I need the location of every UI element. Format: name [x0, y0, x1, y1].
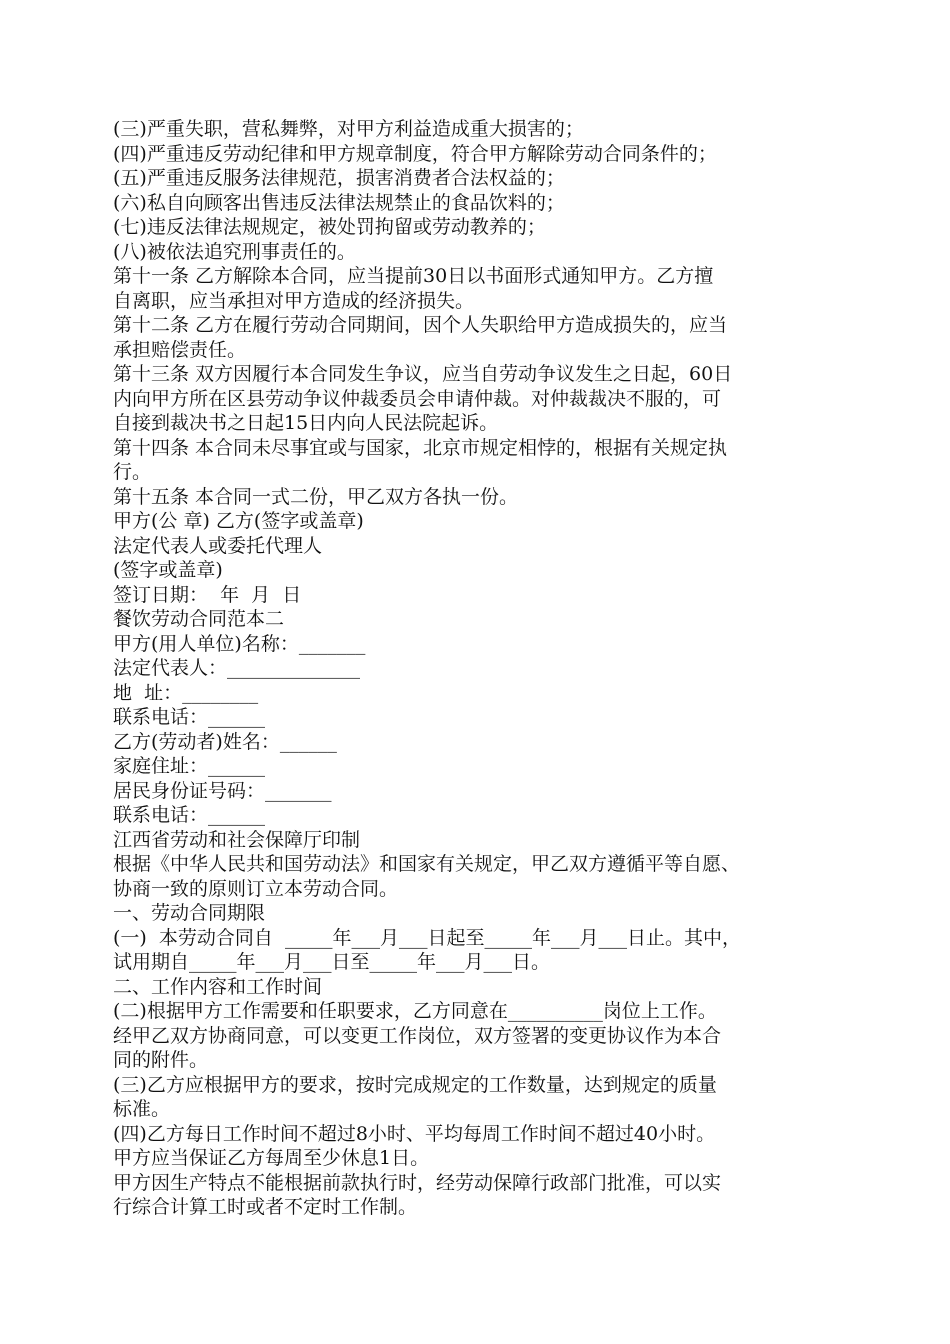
- hours-clause-line: 甲方因生产特点不能根据前款执行时，经劳动保障行政部门批准，可以实: [113, 1171, 722, 1194]
- work-clause-line: 标准。: [113, 1098, 171, 1120]
- hours-clause-line: 甲方应当保证乙方每周至少休息1日。: [113, 1147, 430, 1169]
- clause-line: (三)严重失职，营私舞弊，对甲方利益造成重大损害的；: [113, 118, 584, 140]
- hours-clause-line: 行综合计算工时或者不定时工作制。: [113, 1196, 418, 1218]
- article-13-line: 内向甲方所在区县劳动争议仲裁委员会申请仲裁。对仲裁裁决不服的，可: [113, 387, 722, 410]
- term-clause-line: (一) 本劳动合同自 _____年___月___日起至_____年___月___日止。其中，: [113, 926, 741, 949]
- form-field-phone: 联系电话：______: [113, 804, 266, 826]
- section-heading: 二、工作内容和工作时间: [113, 975, 323, 998]
- form-field-id-number: 居民身份证号码：_______: [113, 779, 332, 802]
- clause-line: (六)私自向顾客出售违反法律法规禁止的食品饮料的；: [113, 191, 565, 214]
- signature-seal-line: (签字或盖章): [113, 559, 223, 581]
- article-13-line: 第十三条 双方因履行本合同发生争议，应当自劳动争议发生之日起，60日: [113, 363, 733, 385]
- preamble-line: 根据《中华人民共和国劳动法》和国家有关规定，甲乙双方遵循平等自愿、: [113, 853, 741, 875]
- section-heading: 一、劳动合同期限: [113, 902, 266, 924]
- article-14-line: 第十四条 本合同未尽事宜或与国家，北京市规定相悖的，根据有关规定执: [113, 436, 728, 459]
- form-field-employer-name: 甲方(用人单位)名称：_______: [113, 632, 366, 655]
- signing-date-line: 签订日期： 年 月 日: [113, 583, 302, 606]
- signature-representative-line: 法定代表人或委托代理人: [113, 534, 323, 557]
- work-clause-line: 同的附件。: [113, 1049, 209, 1071]
- article-12-line: 第十二条 乙方在履行劳动合同期间，因个人失职给甲方造成损失的，应当: [113, 314, 728, 336]
- form-field-phone: 联系电话：______: [113, 706, 266, 728]
- work-clause-line: 经甲乙双方协商同意，可以变更工作岗位，双方签署的变更协议作为本合: [113, 1024, 722, 1047]
- clause-line: (四)严重违反劳动纪律和甲方规章制度，符合甲方解除劳动合同条件的；: [113, 142, 717, 165]
- preamble-line: 协商一致的原则订立本劳动合同。: [113, 877, 399, 900]
- signature-party-line: 甲方(公 章) 乙方(签字或盖章): [113, 510, 364, 532]
- printer-note: 江西省劳动和社会保障厅印制: [113, 828, 361, 851]
- term-clause-line: 试用期自_____年___月___日至_____年___月___日。: [113, 951, 551, 973]
- article-14-line: 行。: [113, 461, 152, 483]
- document-body: [113, 117, 853, 1220]
- work-clause-line: (三)乙方应根据甲方的要求，按时完成规定的工作数量，达到规定的质量: [113, 1073, 717, 1096]
- section-title: 餐饮劳动合同范本二: [113, 608, 285, 630]
- clause-line: (五)严重违反服务法律规范，损害消费者合法权益的；: [113, 167, 565, 189]
- form-field-employee-name: 乙方(劳动者)姓名：______: [113, 730, 337, 753]
- clause-line: (八)被依法追究刑事责任的。: [113, 240, 356, 263]
- form-field-legal-rep: 法定代表人：______________: [113, 657, 361, 679]
- form-field-address: 地 址：________: [113, 681, 259, 704]
- article-11-line: 自离职，应当承担对甲方造成的经济损失。: [113, 289, 475, 312]
- article-15-line: 第十五条 本合同一式二份，甲乙双方各执一份。: [113, 485, 519, 508]
- clause-line: (七)违反法律法规规定，被处罚拘留或劳动教养的；: [113, 216, 546, 238]
- article-11-line: 第十一条 乙方解除本合同，应当提前30日以书面形式通知甲方。乙方擅: [113, 265, 714, 287]
- article-13-line: 自接到裁决书之日起15日内向人民法院起诉。: [113, 412, 499, 434]
- article-12-line: 承担赔偿责任。: [113, 338, 247, 361]
- form-field-home-address: 家庭住址：______: [113, 755, 266, 777]
- hours-clause-line: (四)乙方每日工作时间不超过8小时、平均每周工作时间不超过40小时。: [113, 1122, 716, 1145]
- work-clause-line: (二)根据甲方工作需要和任职要求，乙方同意在__________岗位上工作。: [113, 1000, 717, 1022]
